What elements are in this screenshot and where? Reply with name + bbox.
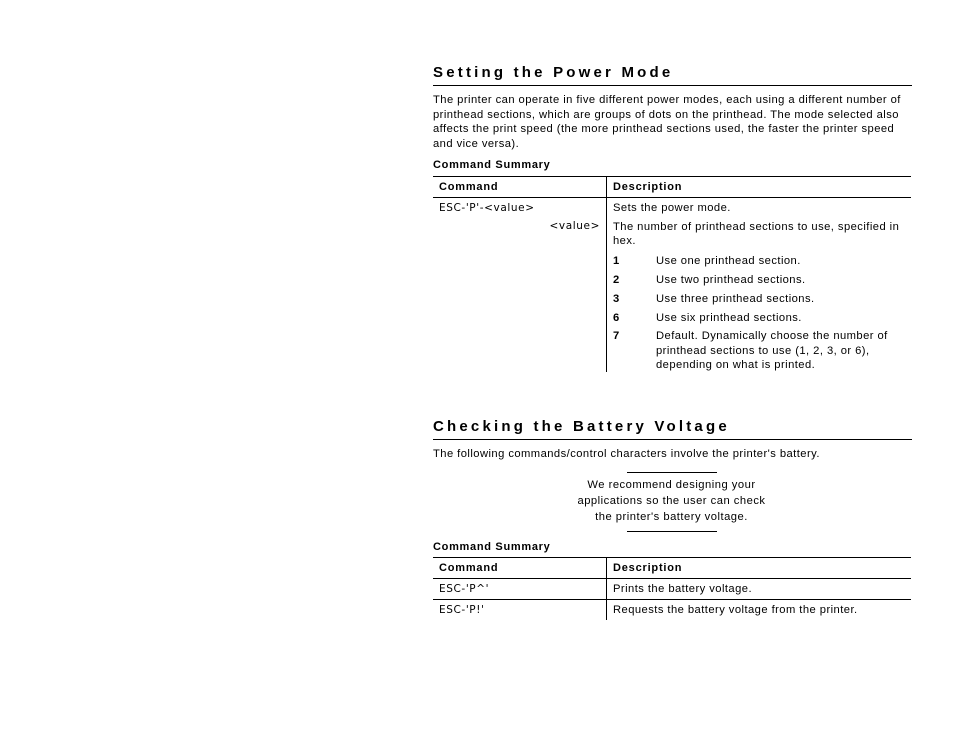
note-line: applications so the user can check — [577, 495, 766, 507]
power-mode-command-table — [433, 176, 911, 372]
value-list — [613, 254, 905, 372]
note-top-rule — [627, 472, 717, 473]
value-number: 7 — [613, 330, 620, 343]
list-item — [613, 311, 905, 325]
value-number: 1 — [613, 254, 620, 267]
battery-heading: Checking the Battery Voltage — [433, 418, 730, 435]
value-text: Use six printhead sections. — [656, 311, 802, 324]
param-description-cell — [607, 217, 912, 372]
heading-rule — [433, 85, 912, 86]
col-description-header: Description — [607, 558, 912, 579]
param-description: The number of printhead sections to use, specified in hex. — [613, 221, 900, 248]
command-cell: ESC-'P!' — [433, 600, 607, 621]
value-number: 2 — [613, 273, 620, 286]
table-row — [433, 579, 911, 600]
col-description-header: Description — [607, 177, 912, 198]
list-item — [613, 273, 905, 287]
description-cell: Prints the battery voltage. — [607, 579, 912, 600]
command-cell: ESC-'P'-<value> — [433, 198, 607, 218]
command-summary-label: Command Summary — [433, 541, 551, 553]
value-number: 6 — [613, 311, 620, 324]
description-cell: Requests the battery voltage from the printer. — [613, 604, 858, 616]
power-mode-intro: The printer can operate in five different power modes, each using a different number of printhead sections, which are groups of dots on the printhead. The mode selected also affects the print speed (the more printhead sections used, the faster the printer speed and vice versa). — [433, 94, 901, 150]
table-row — [433, 198, 911, 218]
note-bottom-rule — [627, 531, 717, 532]
value-number: 3 — [613, 292, 620, 305]
battery-intro: The following commands/control characters involve the printer's battery. — [433, 448, 820, 460]
command-summary-label: Command Summary — [433, 159, 551, 171]
description-cell: Sets the power mode. — [613, 202, 731, 214]
heading-rule — [433, 439, 912, 440]
table-row — [433, 217, 911, 372]
note-line: We recommend designing your — [587, 479, 756, 491]
param-cell: <value> — [433, 217, 607, 372]
list-item — [613, 292, 905, 306]
table-row — [433, 600, 911, 621]
command-cell: ESC-'P^' — [433, 579, 607, 600]
list-item — [613, 254, 905, 268]
value-text: Use two printhead sections. — [656, 273, 806, 286]
power-mode-heading: Setting the Power Mode — [433, 64, 674, 81]
col-command-header: Command — [433, 558, 607, 579]
value-text: Use one printhead section. — [656, 254, 801, 267]
list-item — [613, 329, 905, 372]
value-text: Use three printhead sections. — [656, 292, 815, 305]
value-text: Default. Dynamically choose the number of printhead sections to use (1, 2, 3, or 6), depending on what is printed. — [656, 330, 888, 371]
note-line: the printer's battery voltage. — [595, 511, 748, 523]
col-command-header: Command — [433, 177, 607, 198]
battery-command-table — [433, 557, 911, 620]
note-block — [565, 477, 778, 525]
